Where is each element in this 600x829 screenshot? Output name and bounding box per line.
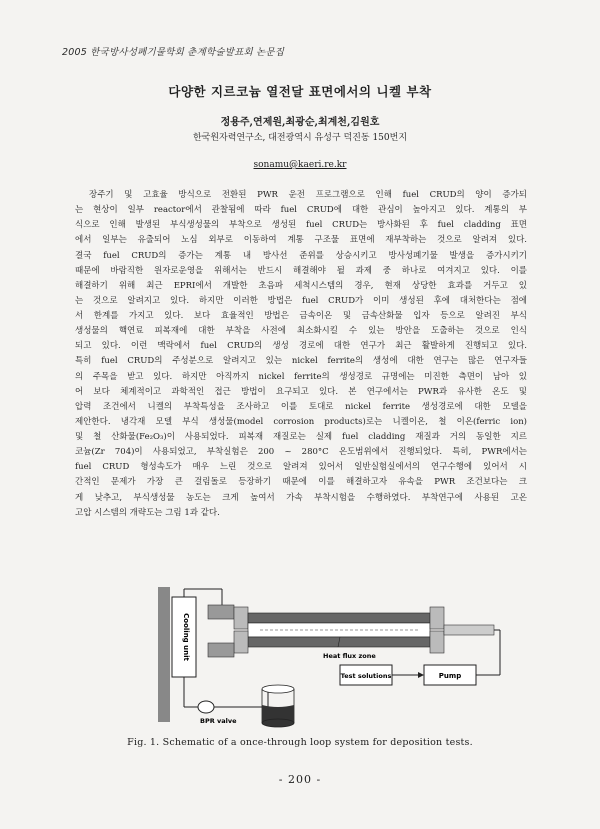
email: sonamu@kaeri.re.kr: [253, 160, 347, 170]
body-line: 에서 일부는 유출되어 노심 외부로 이동하여 계통 구조물 표면에 재부착하는 것으로 알려져 있다.: [75, 235, 527, 246]
body-line: 식으로 인해 발생된 부식생성물의 부착으로 생성된 fuel CRUD는 방사화된 후 fuel cladding 표면: [75, 220, 527, 231]
body-text: [75, 188, 527, 521]
body-line: 어 보다 체계적이고 과학적인 접근 방법이 요구되고 있다. 본 연구에서는 PWR과 유사한 온도 및: [75, 386, 527, 397]
body-line: 는 것으로 알려지고 있다. 하지만 이러한 방법은 fuel CRUD가 이미 생성된 후에 대처한다는 점에: [75, 295, 527, 306]
bpr-valve-label: BPR valve: [200, 717, 237, 725]
pump-label: Pump: [438, 672, 462, 680]
body-line: 해결하기 위해 최근 EPRI에서 개발한 초음파 세척시스템의 경우, 현재 상당한 효과를 거두고 있: [75, 280, 527, 291]
page-number: - 200 -: [278, 773, 322, 786]
cooling-unit-label: Cooling unit: [182, 613, 190, 661]
bpr-valve-symbol: [198, 701, 214, 713]
figure-caption: Fig. 1. Schematic of a once-through loop system for deposition tests.: [127, 737, 473, 748]
body-line: 생성물의 핵연료 피복재에 대한 부착을 사전에 최소화시킬 수 있는 방안을 도출하는 것으로 인식: [75, 326, 527, 337]
body-line: fuel CRUD 형성속도가 매우 느린 것으로 알려져 있어서 일반실험실에서의 연구수행에 있어서 시: [75, 462, 527, 473]
body-line: 결국 fuel CRUD의 증가는 계통 내 방사선 준위를 상승시키고 방사성폐기물 발생을 증가시키기: [75, 250, 527, 261]
body-line: 게 낮추고, 부식생성물 농도는 크게 높여서 가속 부착시험을 수행하였다. 부착연구에 사용된 고온: [75, 492, 527, 503]
collection-beaker: [262, 685, 294, 727]
paper-title: 다양한 지르코늄 열전달 표면에서의 니켈 부착: [168, 84, 432, 99]
body-line: 특히 fuel CRUD의 주성분으로 알려지고 있는 nickel ferrite의 생성에 대한 연구는 많은 연구자들: [75, 356, 527, 367]
loop-schematic-figure: [150, 577, 510, 732]
heat-flux-zone-label: Heat flux zone: [323, 652, 376, 660]
body-line: 때문에 바람직한 원자로운영을 위해서는 반드시 해결해야 될 과제 중 하나로 여겨지고 있다. 이를: [75, 265, 527, 276]
body-line: 는 현상이 일부 reactor에서 관찰됨에 따라 fuel CRUD에 대한 관심이 높아지고 있다. 계통의 부: [75, 205, 527, 216]
body-line: 제안한다. 냉각재 모델 부식 생성물(model corrosion products)로는 니켈이온, 철 이온(ferric ion): [75, 416, 527, 427]
affiliation: 한국원자력연구소, 대전광역시 유성구 덕진동 150번지: [192, 133, 408, 143]
left-bar: [158, 587, 170, 722]
body-line: 고압 시스템의 개략도는 그림 1과 같다.: [75, 507, 220, 518]
body-line: 코늄(Zr 704)이 사용되었고, 부착실험은 200 ~ 280°C 온도범위에서 진행되었다. 특히, PWR에서는: [75, 447, 527, 458]
body-line: 간적인 문제가 가장 큰 걸림돌로 등장하기 때문에 이를 해결하고자 유속을 PWR 조건보다는 크: [75, 477, 527, 488]
conference-header: 2005 한국방사성폐기물학회 춘계학술발표회 논문집: [62, 47, 285, 58]
body-line: 및 철 산화물(Fe₂O₃)이 사용되었다. 피복재 재질로는 실제 fuel cladding 재질과 거의 동일한 지르: [75, 432, 527, 442]
authors: 정용주,연제원,최광순,최계천,김원호: [220, 117, 380, 128]
body-line: 의 주목을 받고 있다. 하지만 아직까지 nickel ferrite의 생성경로 규명에는 미진한 측면이 남아 있: [75, 371, 527, 382]
heat-flux-assembly: [208, 605, 494, 657]
test-solutions-label: Test solutions: [340, 672, 392, 680]
schematic-svg: [150, 577, 510, 732]
body-line: 장주기 및 고효율 방식으로 전환된 PWR 운전 프로그램으로 인해 fuel CRUD의 양이 증가되: [89, 190, 527, 200]
body-line: 되고 있다. 이런 맥락에서 fuel CRUD의 생성 경로에 대한 연구가 최근 활발하게 진행되고 있다.: [75, 341, 527, 352]
body-line: 압력 조건에서 니켈의 부착특성을 조사하고 이를 토대로 nickel ferrite 생성경로에 대한 모델을: [75, 401, 527, 412]
body-line: 서 한계를 가지고 있다. 보다 효율적인 방법은 금속이온 및 금속산화물 입자 등으로 알려진 부식: [75, 311, 527, 321]
